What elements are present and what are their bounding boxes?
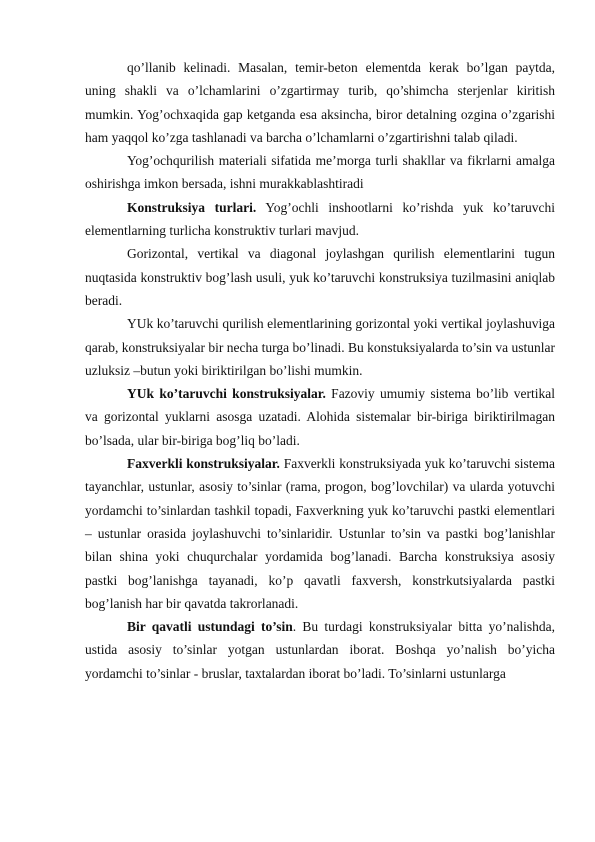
paragraph-3-text: Yog’ochli inshootlarni ko’rishda yuk ko’taruvchi elementlarning turlicha konstruktiv turlari mavjud.	[85, 199, 555, 239]
document-page	[85, 56, 555, 685]
section-heading-bir-qavatli: Bir qavatli ustundagi to’sin	[127, 619, 293, 635]
paragraph-5	[85, 312, 555, 382]
paragraph-2-text: Yog’ochqurilish materiali sifatida me’morga turli shakllar va fikrlarni amalga oshirishga imkon bersada, ishni murakkablashtiradi	[85, 153, 555, 192]
section-heading-faxverkli: Faxverkli konstruksiyalar.	[127, 456, 280, 472]
paragraph-6	[85, 382, 555, 452]
paragraph-8	[85, 615, 555, 685]
paragraph-4-text: Gorizontal, vertikal va diagonal joylashgan qurilish elementlarini tugun nuqtasida konstruktiv bog’lash usuli, yuk ko’taruvchi konstruksiya tuzilmasini aniqlab beradi.	[85, 246, 555, 308]
paragraph-1	[85, 56, 555, 149]
paragraph-5-text: YUk ko’taruvchi qurilish elementlarining gorizontal yoki vertikal joylashuviga qarab, konstruksiyalar bir necha turga bo’linadi. Bu konstuksiyalarda to’sin va ustunlar uzluksiz –butun yoki biriktirilgan bo’lishi mumkin.	[85, 316, 555, 378]
paragraph-4	[85, 242, 555, 312]
section-heading-konstruksiya-turlari: Konstruksiya turlari.	[127, 199, 257, 215]
paragraph-8-text: . Bu turdagi konstruksiyalar bitta yo’nalishda, ustida asosiy to’sinlar yotgan ustunlardan iborat. Boshqa yo’nalish bo’yicha yordamchi to’sinlar - bruslar, taxtalardan iborat bo’ladi. To’sinlarni ustunlarga	[85, 619, 555, 681]
paragraph-2	[85, 149, 555, 196]
paragraph-6-text: Fazoviy umumiy sistema bo’lib vertikal va gorizontal yuklarni asosga uzatadi. Alohida sistemalar bir-biriga biriktirilmagan bo’lsada, ular bir-biriga bog’liq bo’ladi.	[85, 386, 555, 448]
paragraph-1-text: qo’llanib kelinadi. Masalan, temir-beton elementda kerak bo’lgan paytda, uning shakli va o’lchamlarini o’zgartirmay turib, qo’shimcha sterjenlar kiritish mumkin. Yog’ochxaqida gap ketganda esa aksincha, biror detalning ozgina o’zgarishi ham yaqqol ko’zga tashlanadi va barcha o’lchamlarni o’zgartirishni talab qiladi.	[85, 60, 555, 145]
paragraph-7-text: Faxverkli konstruksiyada yuk ko’taruvchi sistema tayanchlar, ustunlar, asosiy to’sinlar (rama, progon, bog’lovchilar) va ularda yotuvchi yordamchi to’sinlardan tashkil topadi, Faxverkning yuk ko’taruvchi pastki elementlari – ustunlar orasida joylashuvchi to’sinlaridir. Ustunlar to’sin va pastki bog’lanishlar bilan shina yoki chuqurchalar yordamida bog’lanadi. Barcha konstruksiya asosiy pastki bog’lanishga tayanadi, ko’p qavatli faxversh, konstrkutsiyalarda pastki bog’lanish har bir qavatda takrorlanadi.	[85, 456, 555, 611]
section-heading-yuk-kotaruvchi: YUk ko’taruvchi konstruksiyalar.	[127, 386, 326, 402]
paragraph-7	[85, 452, 555, 615]
paragraph-3	[85, 196, 555, 243]
